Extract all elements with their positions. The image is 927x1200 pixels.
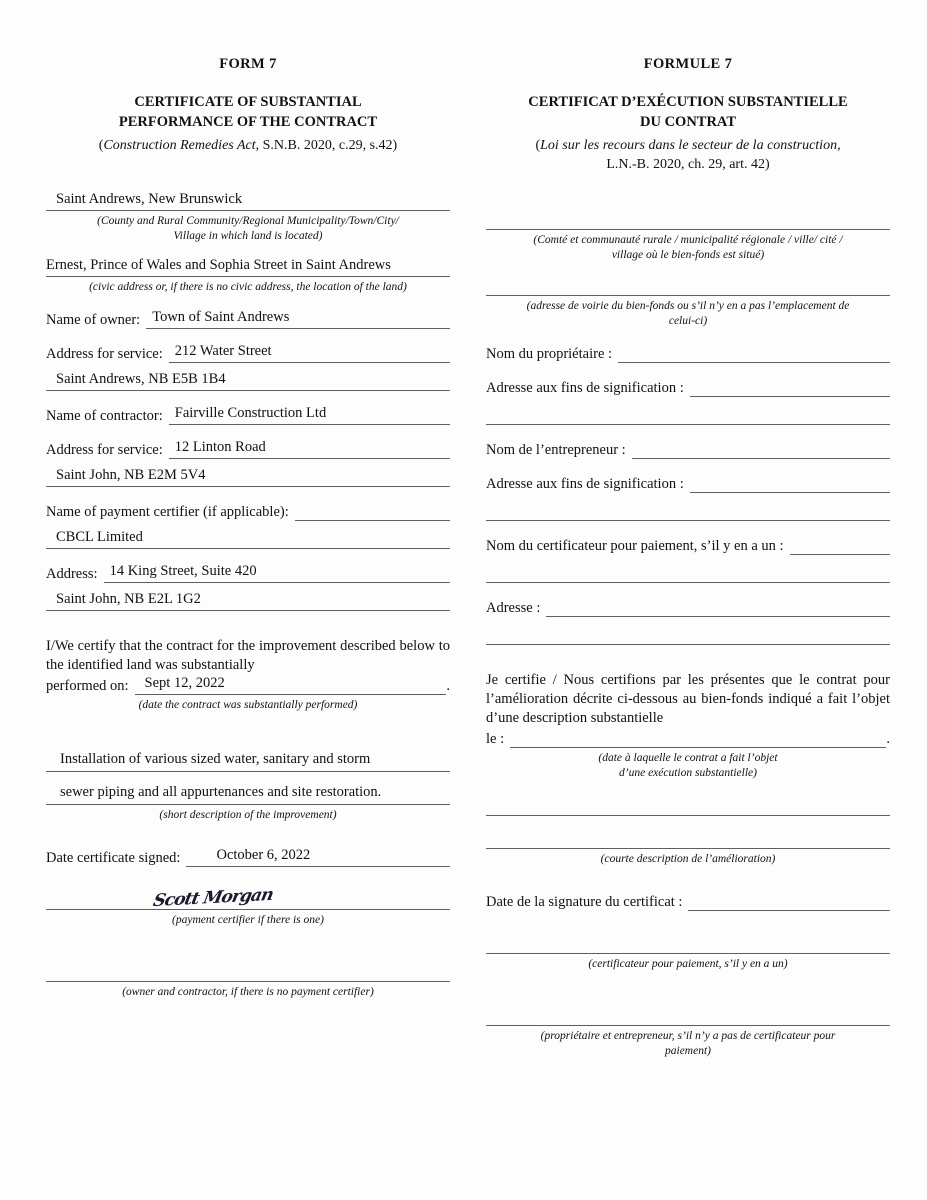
owner-contractor-signature-caption: (owner and contractor, if there is no payment certifier) xyxy=(122,985,374,998)
statute-citation-fr: (Loi sur les recours dans le secteur de la construction, L.N.-B. 2020, ch. 29, art. 42) xyxy=(535,138,841,173)
land-address-field[interactable] xyxy=(46,254,450,277)
certifier-signature: Scott Morgan xyxy=(151,884,275,912)
improvement-description-value1: Installation of various sized water, sanitary and storm xyxy=(60,751,371,768)
land-address-caption: (civic address or, if there is no civic address, the location of the land) xyxy=(89,280,407,293)
land-address-value: Ernest, Prince of Wales and Sophia Street in Saint Andrews xyxy=(46,256,391,273)
municipality-caption xyxy=(46,214,450,244)
contractor-service-address-line2[interactable] xyxy=(46,465,450,487)
improvement-description-caption-fr: (courte description de l’amélioration) xyxy=(600,852,776,865)
contractor-name-label: Name of contractor: xyxy=(46,407,163,424)
date-signed-label-fr: Date de la signature du certificat : xyxy=(486,893,683,910)
contractor-service-address-row xyxy=(46,439,450,459)
municipality-caption-line2: Village in which land is located) xyxy=(173,229,323,242)
contractor-name-input-fr[interactable] xyxy=(632,439,890,459)
contractor-name-label-fr: Nom de l’entrepreneur : xyxy=(486,441,626,458)
municipality-caption-fr-line1: (Comté et communauté rurale / municipalité régionale / ville/ cité / xyxy=(533,233,843,246)
statute-name-fr: Loi sur les recours dans le secteur de la construction, xyxy=(540,138,841,154)
certifier-address-row-fr xyxy=(486,597,890,617)
date-signed-row-fr xyxy=(486,891,890,911)
certifier-address-value: 14 King Street, Suite 420 xyxy=(109,562,257,579)
date-caption-fr xyxy=(486,751,890,781)
contractor-name-input[interactable] xyxy=(169,405,450,425)
statute-name: Construction Remedies Act xyxy=(103,138,256,154)
owner-name-label-fr: Nom du propriétaire : xyxy=(486,345,613,362)
owner-name-input[interactable] xyxy=(146,309,450,329)
date-signed-value: October 6, 2022 xyxy=(216,846,311,863)
document-title-fr xyxy=(486,93,890,132)
date-caption-fr-line2: d’une exécution substantielle) xyxy=(619,766,757,779)
owner-service-address-row-fr xyxy=(486,377,890,397)
owner-name-row-fr xyxy=(486,343,890,363)
improvement-description-value2: sewer piping and all appurtenances and site restoration. xyxy=(60,784,382,801)
contractor-service-address-input-fr[interactable] xyxy=(690,473,890,493)
certifier-address-input-fr[interactable] xyxy=(546,597,890,617)
date-signed-row xyxy=(46,847,450,867)
document-title-fr-line2: DU CONTRAT xyxy=(640,113,736,130)
owner-service-address-label-fr: Adresse aux fins de signification : xyxy=(486,379,684,396)
document-title-line1: CERTIFICATE OF SUBSTANTIAL xyxy=(134,94,362,110)
payment-certifier-label: Name of payment certifier (if applicable): xyxy=(46,503,289,520)
performed-on-row xyxy=(46,675,450,695)
owner-contractor-signature-caption-fr-line2: paiement) xyxy=(665,1044,711,1057)
land-address-caption-fr-line2: celui-ci) xyxy=(668,314,708,327)
date-signed-input-fr[interactable] xyxy=(688,891,890,911)
owner-contractor-signature-field-fr[interactable] xyxy=(486,1004,890,1026)
improvement-description-line2[interactable] xyxy=(46,780,450,805)
municipality-caption-fr xyxy=(486,233,890,263)
municipality-caption-fr-line2: village où le bien-fonds est situé) xyxy=(611,248,765,261)
owner-service-address-row xyxy=(46,343,450,363)
owner-name-row xyxy=(46,309,450,329)
payment-certifier-value: CBCL Limited xyxy=(56,528,143,545)
certifier-address-label-fr: Adresse : xyxy=(486,599,541,616)
land-address-field-fr[interactable] xyxy=(486,273,890,296)
contractor-service-address-input[interactable] xyxy=(169,439,450,459)
land-address-caption-fr-line1: (adresse de voirie du bien-fonds ou s’il n’y en a pas l’emplacement de xyxy=(526,299,850,312)
two-column-layout xyxy=(46,56,890,1059)
statute-reference-fr: L.N.-B. 2020, ch. 29, art. 42) xyxy=(606,157,770,173)
date-label-fr: le : xyxy=(486,731,505,748)
performed-on-label: performed on: xyxy=(46,678,129,695)
municipality-field[interactable] xyxy=(46,188,450,211)
certifier-address-line2[interactable] xyxy=(46,589,450,611)
contractor-service-address-label-fr: Adresse aux fins de signification : xyxy=(486,475,684,492)
payment-certifier-line2-fr[interactable] xyxy=(486,561,890,583)
land-address-caption-fr xyxy=(486,299,890,329)
performed-on-period: . xyxy=(446,678,450,695)
improvement-description-fr-line1[interactable] xyxy=(486,791,890,816)
owner-contractor-signature-caption-fr-line1: (propriétaire et entrepreneur, s’il n’y a pas de certificateur pour xyxy=(540,1029,836,1042)
document-title-fr-line1: CERTIFICAT D’EXÉCUTION SUBSTANTIELLE xyxy=(528,94,848,110)
payment-certifier-row-fr xyxy=(486,535,890,555)
owner-contractor-signature-field[interactable] xyxy=(46,960,450,982)
owner-service-address-value: 212 Water Street xyxy=(174,342,272,359)
certifier-address-value2: Saint John, NB E2L 1G2 xyxy=(56,590,201,607)
contractor-name-value: Fairville Construction Ltd xyxy=(174,404,327,421)
owner-name-value: Town of Saint Andrews xyxy=(152,308,290,325)
payment-certifier-input[interactable] xyxy=(295,501,450,521)
owner-name-label: Name of owner: xyxy=(46,311,141,328)
contractor-service-address-value: 12 Linton Road xyxy=(174,438,266,455)
improvement-description-line1[interactable] xyxy=(46,747,450,772)
document-title xyxy=(46,93,450,132)
municipality-value: Saint Andrews, New Brunswick xyxy=(56,191,243,208)
contractor-name-row xyxy=(46,405,450,425)
owner-contractor-signature-caption-fr xyxy=(486,1029,890,1059)
document-title-line2: PERFORMANCE OF THE CONTRACT xyxy=(118,113,378,130)
improvement-description-fr-line2[interactable] xyxy=(486,824,890,849)
statute-reference: , S.N.B. 2020, c.29, s.42) xyxy=(255,138,398,154)
owner-service-address-input[interactable] xyxy=(169,343,450,363)
payment-certifier-label-fr: Nom du certificateur pour paiement, s’il y en a un : xyxy=(486,537,784,554)
certifier-signature-field-fr[interactable] xyxy=(486,923,890,954)
date-signed-label: Date certificate signed: xyxy=(46,849,181,866)
municipality-caption-line1: (County and Rural Community/Regional Municipality/Town/City/ xyxy=(97,215,399,228)
certifier-signature-field[interactable] xyxy=(46,879,450,910)
contractor-name-row-fr xyxy=(486,439,890,459)
certification-paragraph-fr: Je certifie / Nous certifions par les présentes que le contrat pour l’amélioration décrite ci-dessous au bien-fonds indiqué a fait l’objet d’une description substantielle xyxy=(486,671,890,726)
form-number-heading: FORM 7 xyxy=(219,56,277,72)
contractor-service-address-value2: Saint John, NB E2M 5V4 xyxy=(56,466,206,483)
certifier-address-row xyxy=(46,563,450,583)
french-column xyxy=(486,56,890,1059)
date-period-fr: . xyxy=(886,731,890,748)
performed-on-input[interactable] xyxy=(135,675,447,695)
payment-certifier-row xyxy=(46,501,450,521)
contractor-service-address-row-fr xyxy=(486,473,890,493)
certifier-address-input[interactable] xyxy=(104,563,450,583)
owner-name-input-fr[interactable] xyxy=(618,343,890,363)
payment-certifier-line2[interactable] xyxy=(46,527,450,549)
owner-service-address-value2: Saint Andrews, NB E5B 1B4 xyxy=(56,370,226,387)
performed-on-caption: (date the contract was substantially performed) xyxy=(138,699,358,712)
contractor-service-address-line2-fr[interactable] xyxy=(486,499,890,521)
form-number-heading-fr: FORMULE 7 xyxy=(643,56,733,72)
owner-service-address-line2[interactable] xyxy=(46,369,450,391)
performed-on-value: Sept 12, 2022 xyxy=(144,675,225,692)
english-column xyxy=(46,56,450,1000)
statute-citation: (Construction Remedies Act, S.N.B. 2020, c.29, s.42) xyxy=(98,138,398,154)
owner-service-address-input-fr[interactable] xyxy=(690,377,890,397)
certifier-address-label: Address: xyxy=(46,565,98,582)
certifier-address-line2-fr[interactable] xyxy=(486,623,890,645)
certification-paragraph: I/We certify that the contract for the improvement described below to the identified land was substantially xyxy=(46,637,450,673)
date-caption-fr-line1: (date à laquelle le contrat a fait l’objet xyxy=(598,752,778,765)
payment-certifier-input-fr[interactable] xyxy=(790,535,890,555)
certifier-signature-caption: (payment certifier if there is one) xyxy=(172,913,324,926)
certifier-signature-caption-fr: (certificateur pour paiement, s’il y en a un) xyxy=(588,957,788,970)
date-row-fr xyxy=(486,728,890,748)
improvement-description-caption: (short description of the improvement) xyxy=(159,809,337,822)
owner-service-address-label: Address for service: xyxy=(46,345,163,362)
owner-service-address-line2-fr[interactable] xyxy=(486,403,890,425)
contractor-service-address-label: Address for service: xyxy=(46,441,163,458)
municipality-field-fr[interactable] xyxy=(486,207,890,230)
date-input-fr[interactable] xyxy=(510,728,886,748)
date-signed-input[interactable] xyxy=(186,847,450,867)
